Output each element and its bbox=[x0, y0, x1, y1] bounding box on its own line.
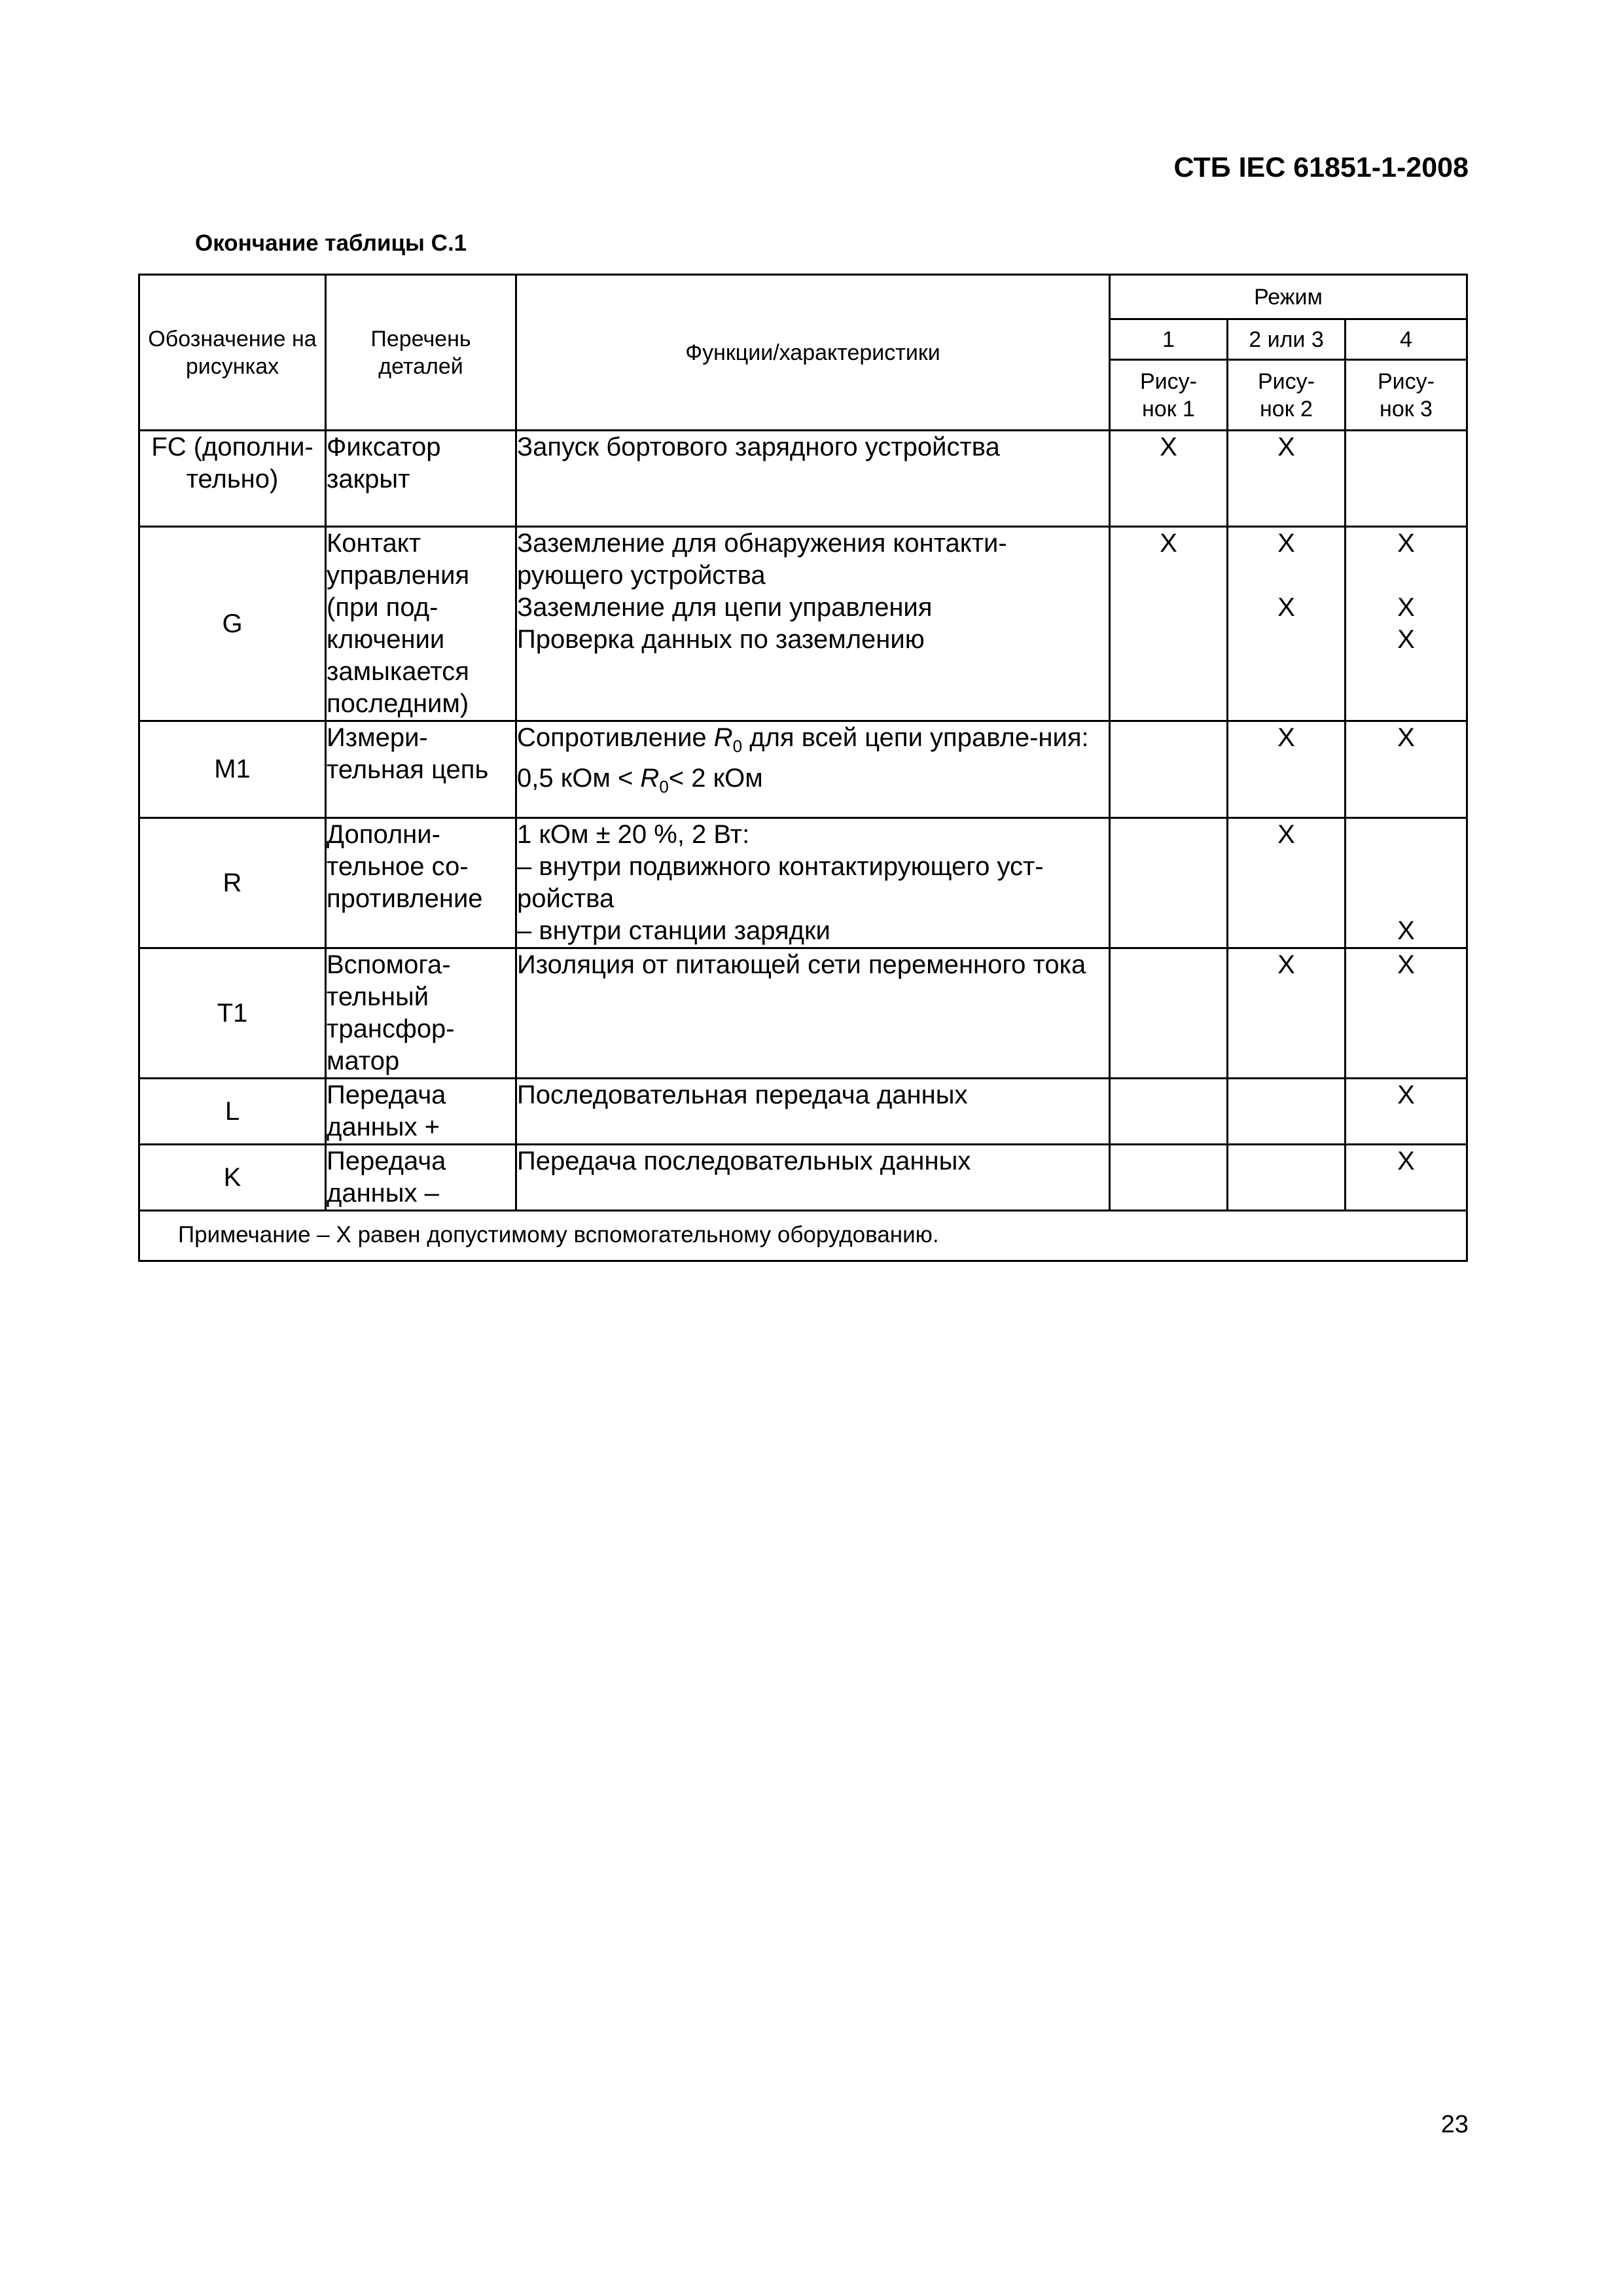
function-line: Последовательная передача данных bbox=[517, 1081, 968, 1109]
cell-mode-1 bbox=[1110, 1079, 1228, 1145]
mark: X bbox=[1277, 593, 1295, 622]
table-row bbox=[139, 1079, 1467, 1145]
cell-designation: L bbox=[139, 1079, 326, 1145]
cell-designation: M1 bbox=[139, 721, 326, 818]
header-figure-3: Рису-нок 3 bbox=[1346, 360, 1467, 431]
mark: X bbox=[1397, 529, 1415, 558]
function-line: Заземление для обнаружения контакти-рующего устройства bbox=[517, 529, 1007, 590]
cell-designation: K bbox=[139, 1145, 326, 1211]
mark: X bbox=[1397, 1147, 1415, 1175]
cell-mode-2-or-3 bbox=[1228, 527, 1346, 721]
mark bbox=[1346, 883, 1466, 915]
cell-mode-1 bbox=[1110, 527, 1228, 721]
cell-part: Передача данных + bbox=[326, 1079, 516, 1145]
mark: X bbox=[1397, 1081, 1415, 1109]
cell-mode-1 bbox=[1110, 818, 1228, 948]
cell-part: Измери-тельная цепь bbox=[326, 721, 516, 818]
cell-mode-2-or-3 bbox=[1228, 1145, 1346, 1211]
mark: X bbox=[1397, 723, 1415, 752]
header-designation: Обозначение на рисунках bbox=[139, 275, 326, 431]
cell-functions bbox=[516, 948, 1110, 1079]
function-line: – внутри подвижного контактирующего уст-ройства bbox=[517, 852, 1044, 913]
cell-designation: T1 bbox=[139, 948, 326, 1079]
cell-functions bbox=[516, 1079, 1110, 1145]
mark: X bbox=[1397, 950, 1415, 979]
cell-functions bbox=[516, 527, 1110, 721]
cell-functions bbox=[516, 1145, 1110, 1211]
document-code: СТБ IEC 61851-1-2008 bbox=[1173, 152, 1469, 183]
table-caption: Окончание таблицы С.1 bbox=[195, 230, 467, 256]
mark: X bbox=[1277, 723, 1295, 752]
cell-functions bbox=[516, 431, 1110, 527]
mark: X bbox=[1277, 433, 1295, 461]
mark: X bbox=[1397, 625, 1415, 654]
symbol-r: R bbox=[713, 723, 733, 752]
mark bbox=[1228, 560, 1344, 592]
cell-designation: R bbox=[139, 818, 326, 948]
function-line: 1 кОм ± 20 %, 2 Вт: bbox=[517, 820, 750, 849]
function-line: Передача последовательных данных bbox=[517, 1147, 971, 1175]
mark: X bbox=[1277, 820, 1295, 849]
header-figure-2: Рису-нок 2 bbox=[1228, 360, 1346, 431]
components-table bbox=[138, 274, 1468, 1262]
cell-part: Дополни-тельное со-противление bbox=[326, 818, 516, 948]
table-row bbox=[139, 527, 1467, 721]
table-note: Примечание – X равен допустимому вспомогательному оборудованию. bbox=[139, 1211, 1467, 1261]
function-line: Изоляция от питающей сети переменного тока bbox=[517, 950, 1086, 979]
table-row bbox=[139, 431, 1467, 527]
function-text: Сопротивление bbox=[517, 723, 714, 752]
mark: X bbox=[1160, 433, 1177, 461]
cell-mode-4 bbox=[1346, 431, 1467, 527]
mark: X bbox=[1160, 529, 1177, 558]
mark: X bbox=[1397, 916, 1415, 945]
cell-functions bbox=[516, 721, 1110, 818]
header-mode: Режим bbox=[1110, 275, 1467, 319]
table-row bbox=[139, 721, 1467, 818]
cell-mode-4 bbox=[1346, 948, 1467, 1079]
symbol-sub: 0 bbox=[732, 736, 743, 756]
function-line: Заземление для цепи управления bbox=[517, 593, 933, 622]
function-text: < 2 кОм bbox=[668, 764, 763, 793]
cell-mode-4 bbox=[1346, 721, 1467, 818]
header-figure-1: Рису-нок 1 bbox=[1110, 360, 1228, 431]
function-line: Запуск бортового зарядного устройства bbox=[517, 433, 1000, 461]
page-number: 23 bbox=[1440, 2111, 1469, 2138]
cell-designation: FC (дополни-тельно) bbox=[139, 431, 326, 527]
mark: X bbox=[1277, 529, 1295, 558]
cell-mode-1 bbox=[1110, 1145, 1228, 1211]
cell-mode-2-or-3 bbox=[1228, 948, 1346, 1079]
function-line: Проверка данных по заземлению bbox=[517, 625, 925, 654]
header-mode-4: 4 bbox=[1346, 319, 1467, 360]
symbol-sub: 0 bbox=[659, 777, 669, 797]
cell-part: Фиксатор закрыт bbox=[326, 431, 516, 527]
cell-mode-4 bbox=[1346, 818, 1467, 948]
cell-designation: G bbox=[139, 527, 326, 721]
cell-mode-2-or-3 bbox=[1228, 1079, 1346, 1145]
mark bbox=[1346, 819, 1466, 851]
cell-part: Передача данных – bbox=[326, 1145, 516, 1211]
symbol-r: R bbox=[640, 764, 660, 793]
mark bbox=[1346, 851, 1466, 883]
cell-mode-1 bbox=[1110, 948, 1228, 1079]
header-functions: Функции/характеристики bbox=[516, 275, 1110, 431]
mark bbox=[1346, 560, 1466, 592]
table-row bbox=[139, 1145, 1467, 1211]
cell-mode-1 bbox=[1110, 721, 1228, 818]
cell-part: Контакт управления (при под-ключении замыкается последним) bbox=[326, 527, 516, 721]
cell-mode-4 bbox=[1346, 527, 1467, 721]
cell-mode-2-or-3 bbox=[1228, 721, 1346, 818]
mark: X bbox=[1397, 593, 1415, 622]
cell-mode-4 bbox=[1346, 1145, 1467, 1211]
cell-mode-2-or-3 bbox=[1228, 818, 1346, 948]
cell-mode-4 bbox=[1346, 1079, 1467, 1145]
cell-mode-2-or-3 bbox=[1228, 431, 1346, 527]
table-header bbox=[139, 275, 1467, 431]
function-line: – внутри станции зарядки bbox=[517, 916, 830, 945]
table-row bbox=[139, 818, 1467, 948]
table-note-row bbox=[139, 1211, 1467, 1261]
cell-functions bbox=[516, 818, 1110, 948]
header-mode-2-or-3: 2 или 3 bbox=[1228, 319, 1346, 360]
function-text: для всей цепи управле-ния: 0,5 кОм < bbox=[517, 723, 1089, 793]
cell-part: Вспомога-тельный трансфор-матор bbox=[326, 948, 516, 1079]
mark: X bbox=[1277, 950, 1295, 979]
table-row bbox=[139, 948, 1467, 1079]
header-parts: Перечень деталей bbox=[326, 275, 516, 431]
cell-mode-1 bbox=[1110, 431, 1228, 527]
header-mode-1: 1 bbox=[1110, 319, 1228, 360]
